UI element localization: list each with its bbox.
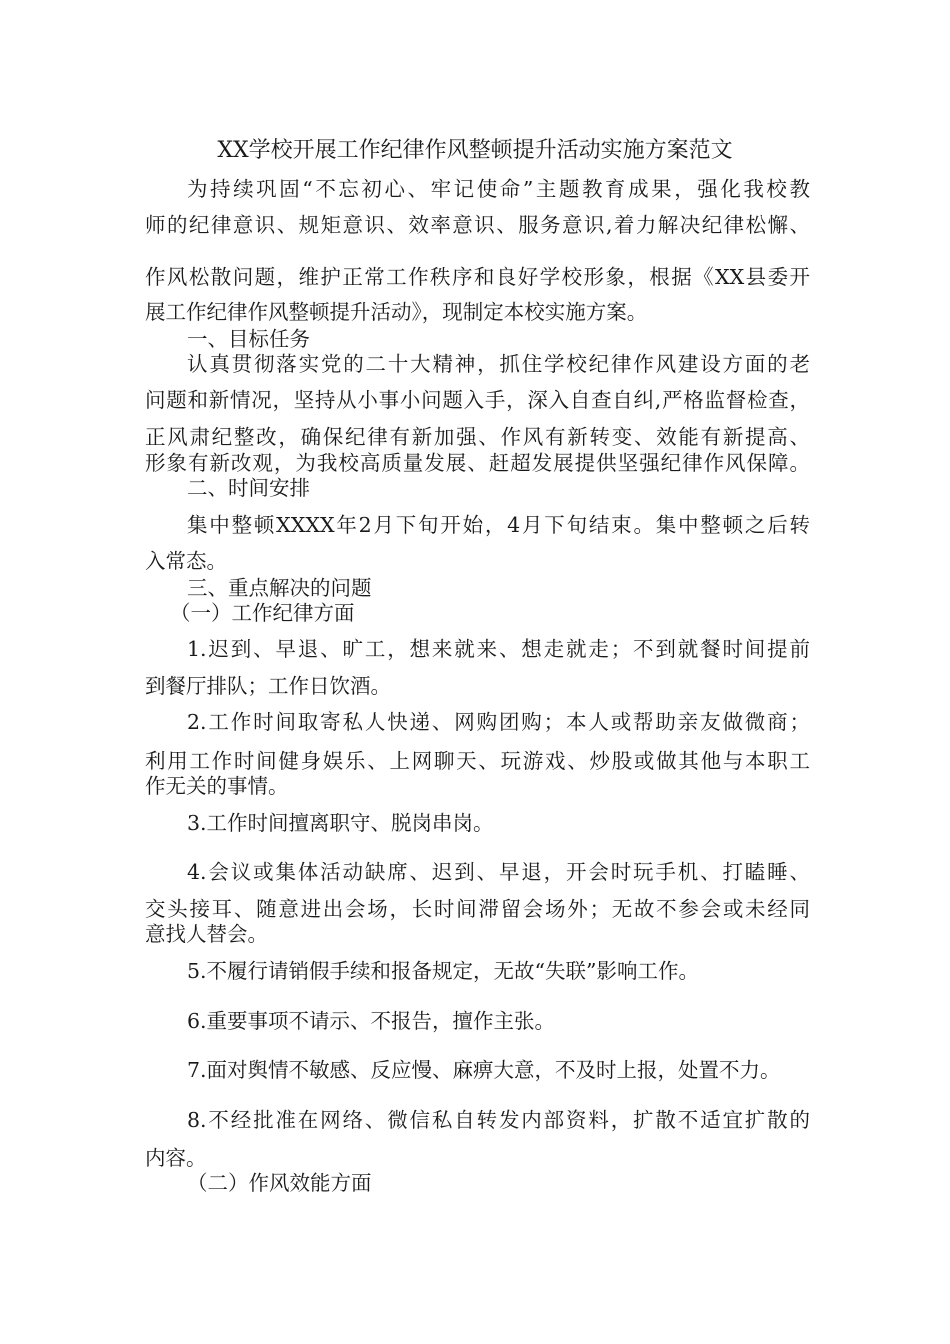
document-title: XX学校开展工作纪律作风整顿提升活动实施方案范文 (217, 138, 733, 163)
paragraph-line: 集中整顿XXXX年2月下旬开始，4月下旬结束。集中整顿之后转 (187, 513, 810, 537)
list-item-line: 意找人替会。 (145, 922, 268, 946)
list-item: 7.面对舆情不敏感、反应慢、麻痹大意，不及时上报，处置不力。 (187, 1058, 781, 1082)
list-item-line: 作无关的事情。 (145, 774, 289, 798)
paragraph-line: 正风肃纪整改，确保纪律有新加强、作风有新转变、效能有新提高、 (145, 425, 810, 449)
list-item-line: 利用工作时间健身娱乐、上网聊天、玩游戏、炒股或做其他与本职工 (145, 749, 810, 773)
section-heading: 一、目标任务 (187, 327, 310, 351)
paragraph-line: 形象有新改观，为我校高质量发展、赶超发展提供坚强纪律作风保障。 (145, 451, 810, 475)
section-heading: 三、重点解决的问题 (187, 576, 372, 600)
subsection-heading: （一）工作纪律方面 (170, 601, 355, 625)
paragraph-line: 作风松散问题，维护正常工作秩序和良好学校形象，根据《XX县委开 (145, 265, 810, 289)
paragraph-line: 展工作纪律作风整顿提升活动》，现制定本校实施方案。 (145, 300, 648, 324)
paragraph-line: 问题和新情况，坚持从小事小问题入手，深入自查自纠,严格监督检查， (145, 388, 810, 412)
section-heading: 二、时间安排 (187, 476, 310, 500)
list-item: 2.工作时间取寄私人快递、网购团购；本人或帮助亲友做微商； (187, 710, 810, 734)
list-item-line: 内容。 (145, 1146, 207, 1170)
subsection-heading: （二）作风效能方面 (187, 1171, 372, 1195)
list-item: 4.会议或集体活动缺席、迟到、早退，开会时玩手机、打瞌睡、 (187, 860, 810, 884)
list-item: 8.不经批准在网络、微信私自转发内部资料，扩散不适宜扩散的 (187, 1108, 810, 1132)
paragraph-line: 认真贯彻落实党的二十大精神，抓住学校纪律作风建设方面的老 (187, 352, 810, 376)
paragraph-line: 师的纪律意识、规矩意识、效率意识、服务意识,着力解决纪律松懈、 (145, 213, 810, 237)
list-item-line: 交头接耳、随意进出会场，长时间滞留会场外；无故不参会或未经同 (145, 897, 810, 921)
list-item: 3.工作时间擅离职守、脱岗串岗。 (187, 811, 494, 835)
paragraph-line: 为持续巩固“不忘初心、牢记使命”主题教育成果，强化我校教 (187, 177, 810, 201)
list-item: 5.不履行请销假手续和报备规定，无故“失联”影响工作。 (187, 959, 700, 983)
list-item: 6.重要事项不请示、不报告，擅作主张。 (187, 1009, 556, 1033)
list-item-line: 到餐厅排队；工作日饮酒。 (145, 674, 391, 698)
paragraph-line: 入常态。 (145, 549, 227, 573)
list-item: 1.迟到、早退、旷工，想来就来、想走就走；不到就餐时间提前 (187, 637, 810, 661)
